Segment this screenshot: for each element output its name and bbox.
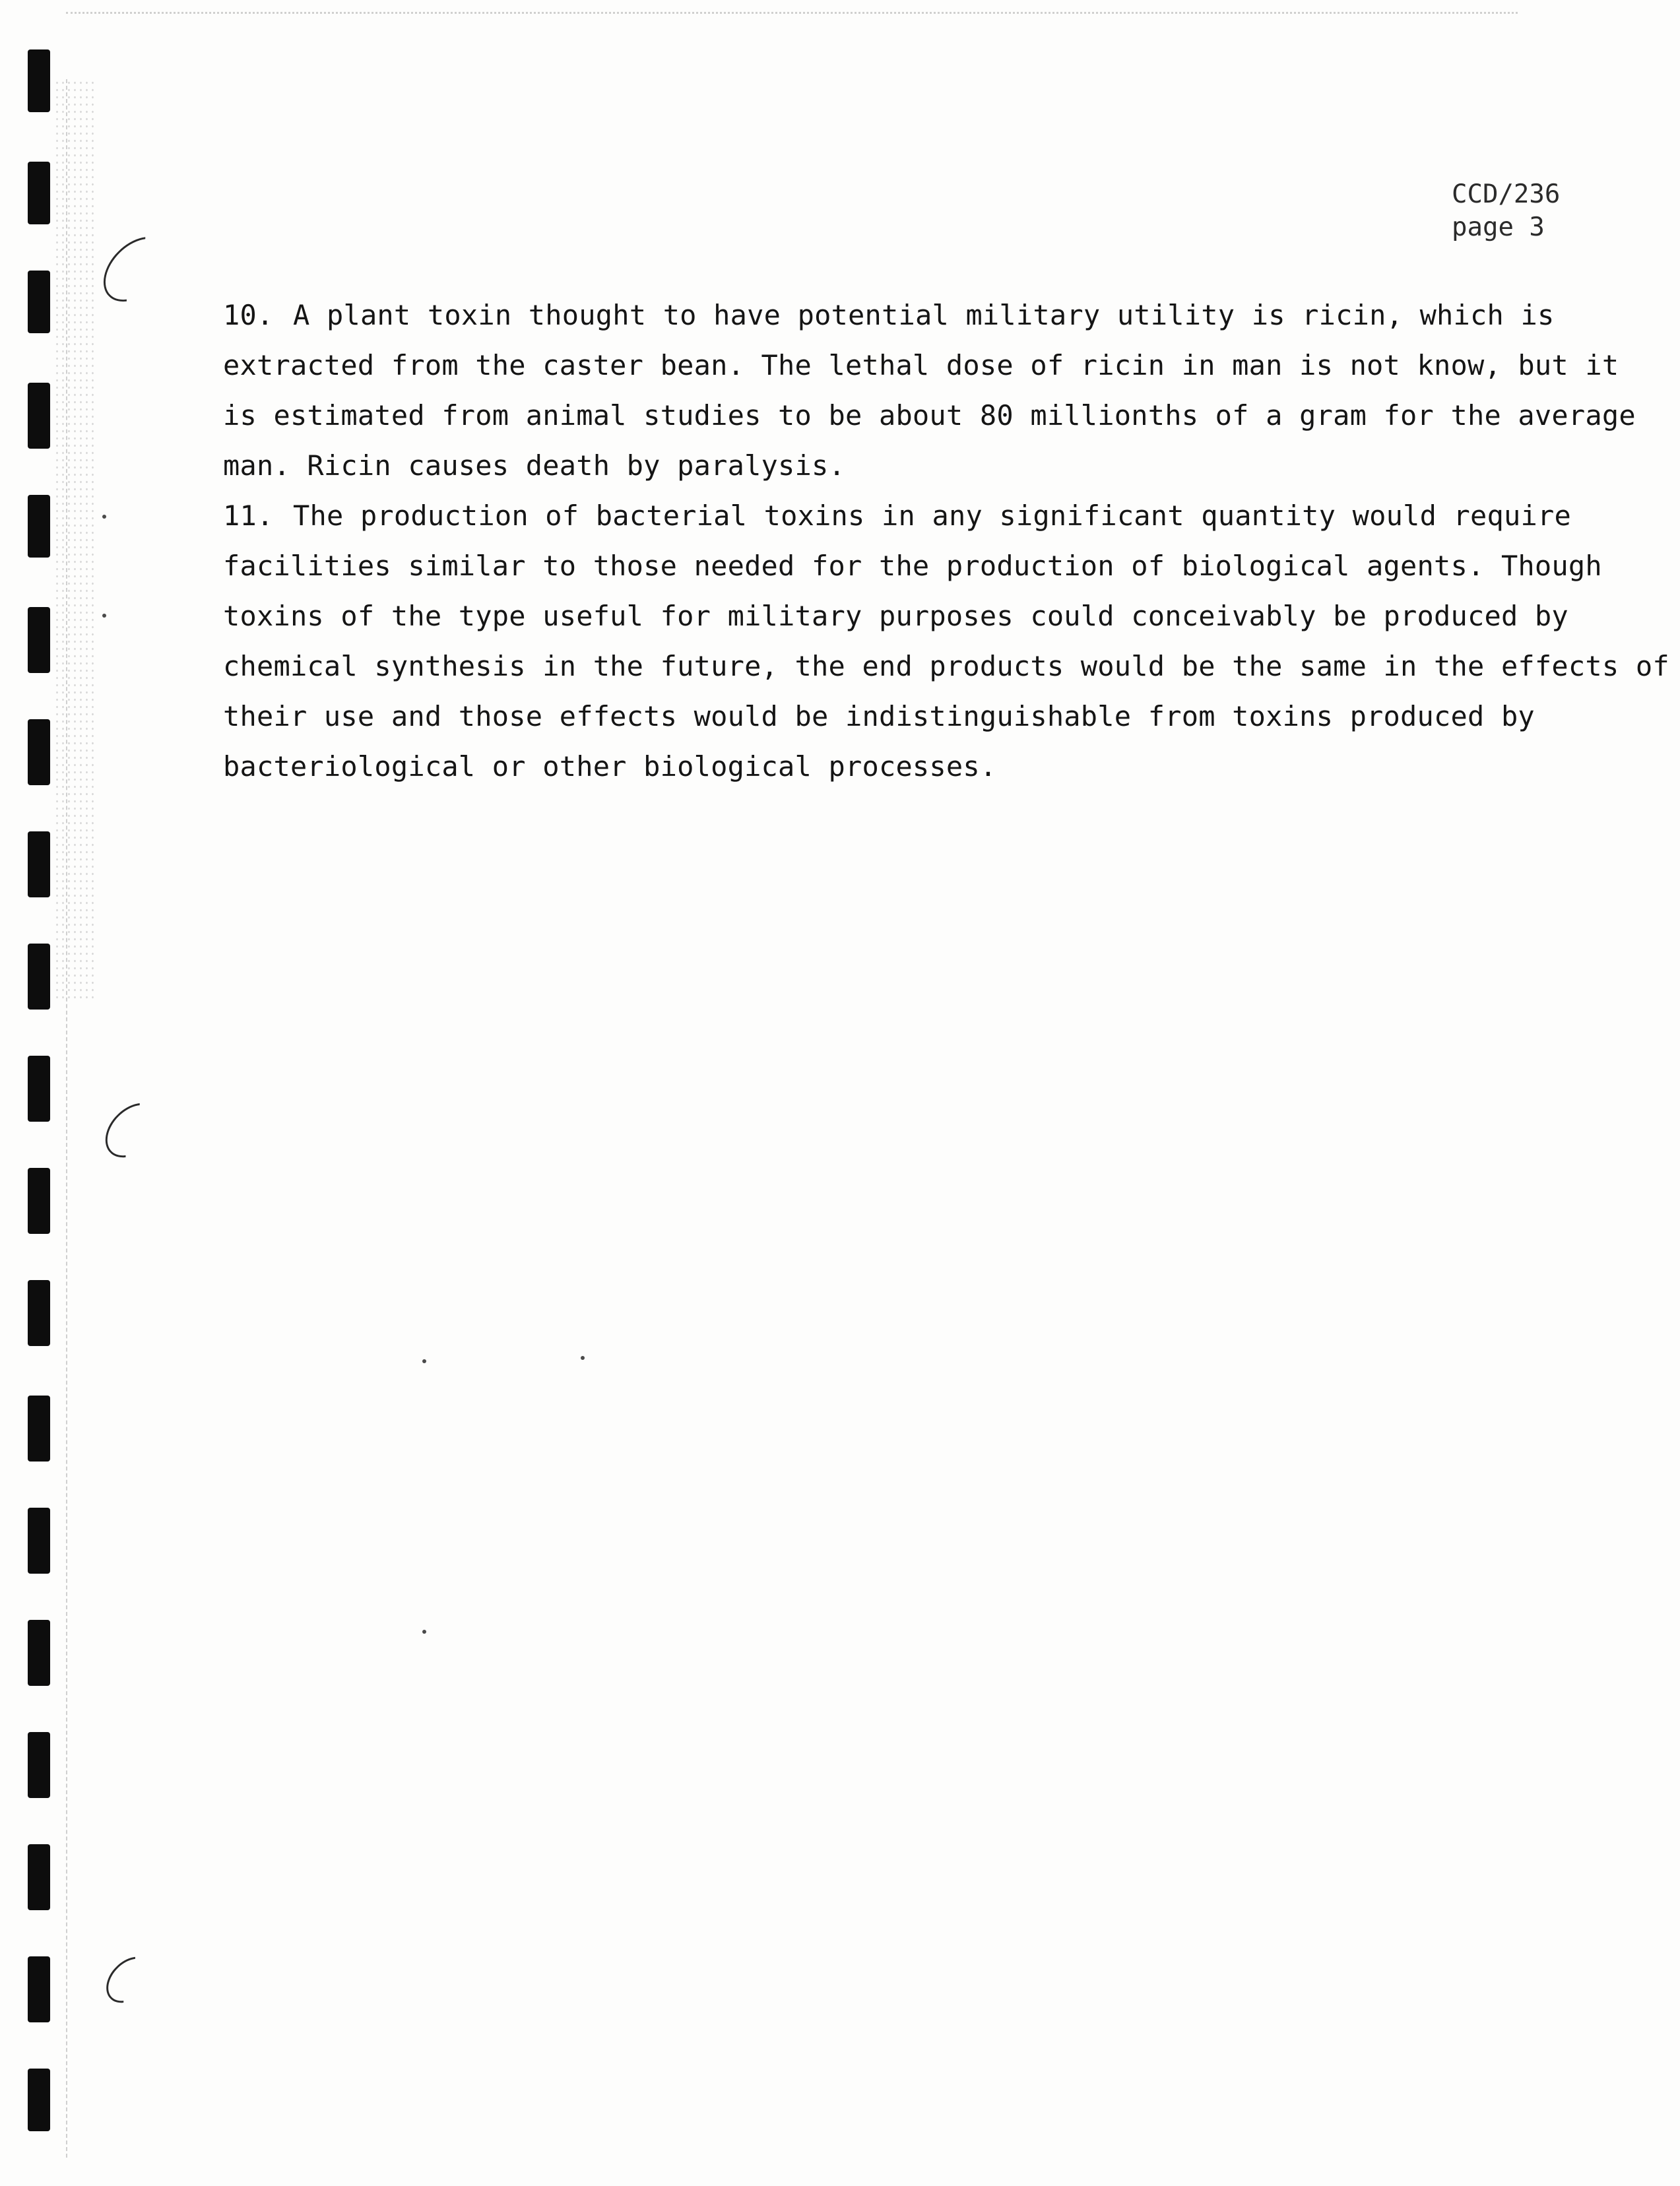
text-line: bacteriological or other biological processes. [223,750,997,783]
binding-mark [28,383,50,449]
doc-ref-number: CCD/236 [1452,179,1561,209]
binding-mark [28,607,50,673]
body-text [223,290,1669,792]
binding-margin [0,0,79,2186]
binding-mark [28,271,50,333]
paragraph-11 [223,491,1669,792]
scan-speck [422,1630,426,1634]
binding-mark [28,1056,50,1122]
binding-mark [28,1280,50,1346]
document-reference [1452,178,1560,244]
margin-speckle [54,79,94,1003]
binding-mark [28,162,50,224]
binding-mark [28,1168,50,1234]
scan-speck [102,614,106,618]
text-line: is estimated from animal studies to be about 80 millionths of a gram for the average [223,399,1636,432]
scan-noise-top [66,12,1518,20]
binding-mark [28,719,50,785]
binding-mark [28,1956,50,2022]
scan-speck [581,1356,585,1360]
binding-mark [28,49,50,112]
page-label: page 3 [1452,212,1545,242]
paragraph-10 [223,290,1636,491]
text-line: chemical synthesis in the future, the end products would be the same in the effects of [223,650,1669,682]
text-line: facilities similar to those needed for the production of biological agents. Though [223,550,1602,582]
binding-mark [28,1844,50,1910]
text-line: their use and those effects would be indistinguishable from toxins produced by [223,700,1535,732]
binding-mark [28,831,50,897]
scan-speck [102,515,106,519]
text-line: man. Ricin causes death by paralysis. [223,449,845,482]
binding-mark [28,1620,50,1686]
text-line: 10. A plant toxin thought to have potential military utility is ricin, which is [223,290,1629,340]
paragraph-number: 10. [223,299,274,331]
punch-hole-mark [98,1948,162,2012]
binding-mark [28,1508,50,1574]
paragraph-number: 11. [223,499,274,532]
punch-hole-mark [91,224,181,314]
binding-mark [28,1396,50,1462]
text-line: 11. The production of bacterial toxins in any significant quantity would require [223,491,1629,541]
punch-hole-mark [95,1093,171,1169]
binding-mark [28,1732,50,1798]
scan-speck [422,1359,426,1363]
text-line: extracted from the caster bean. The lethal dose of ricin in man is not know, but it [223,349,1619,381]
text-line: toxins of the type useful for military purposes could conceivably be produced by [223,600,1568,632]
binding-mark [28,944,50,1010]
binding-mark [28,495,50,558]
binding-mark [28,2069,50,2131]
